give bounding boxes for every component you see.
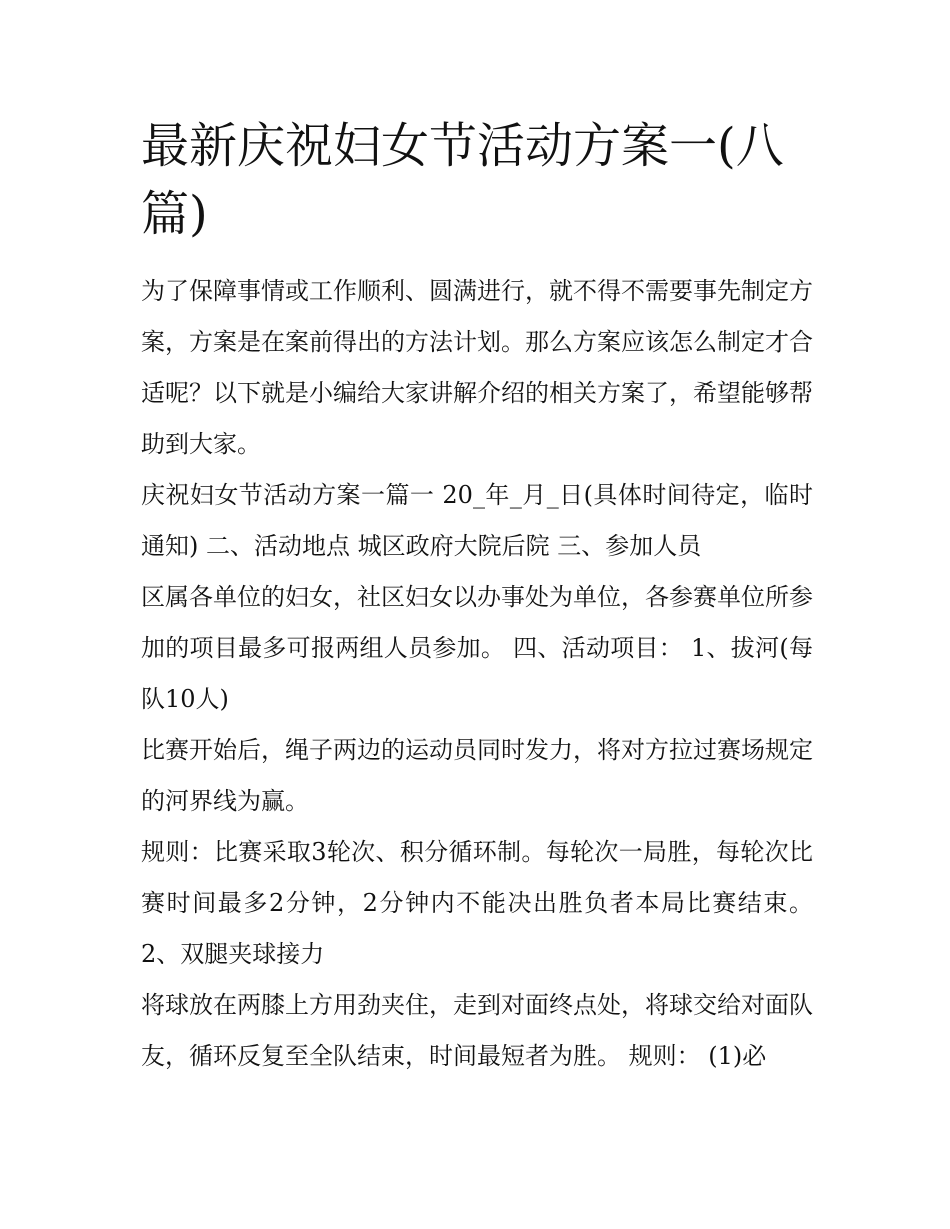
paragraph-plan-one-time: 庆祝妇女节活动方案一篇一 20_年_月_日(具体时间待定，临时通知) 二、活动地点 城区政府大院后院 三、参加人员 <box>141 481 813 560</box>
document-page <box>141 112 813 1082</box>
document-title: 最新庆祝妇女节活动方案一(八篇) <box>141 118 784 242</box>
paragraph-tug-of-war: 比赛开始后，绳子两边的运动员同时发力，将对方拉过赛场规定的河界线为赢。 <box>141 736 813 815</box>
paragraph-rules: 规则：比赛采取3轮次、积分循环制。每轮次一局胜，每轮次比赛时间最多2分钟，2分钟内不能决出胜负者本局比赛结束。 2、双腿夹球接力 <box>141 838 813 968</box>
paragraph-participants: 区属各单位的妇女，社区妇女以办事处为单位，各参赛单位所参加的项目最多可报两组人员参加。 四、活动项目： 1、拔河(每队10人) <box>141 583 813 713</box>
document-body <box>141 266 813 1082</box>
paragraph-ball-relay: 将球放在两膝上方用劲夹住，走到对面终点处，将球交给对面队友，循环反复至全队结束，时间最短者为胜。 规则： (1)必 <box>141 991 813 1070</box>
paragraph-intro: 为了保障事情或工作顺利、圆满进行，就不得不需要事先制定方案，方案是在案前得出的方法计划。那么方案应该怎么制定才合适呢？以下就是小编给大家讲解介绍的相关方案了，希望能够帮助到大家。 <box>141 277 813 458</box>
